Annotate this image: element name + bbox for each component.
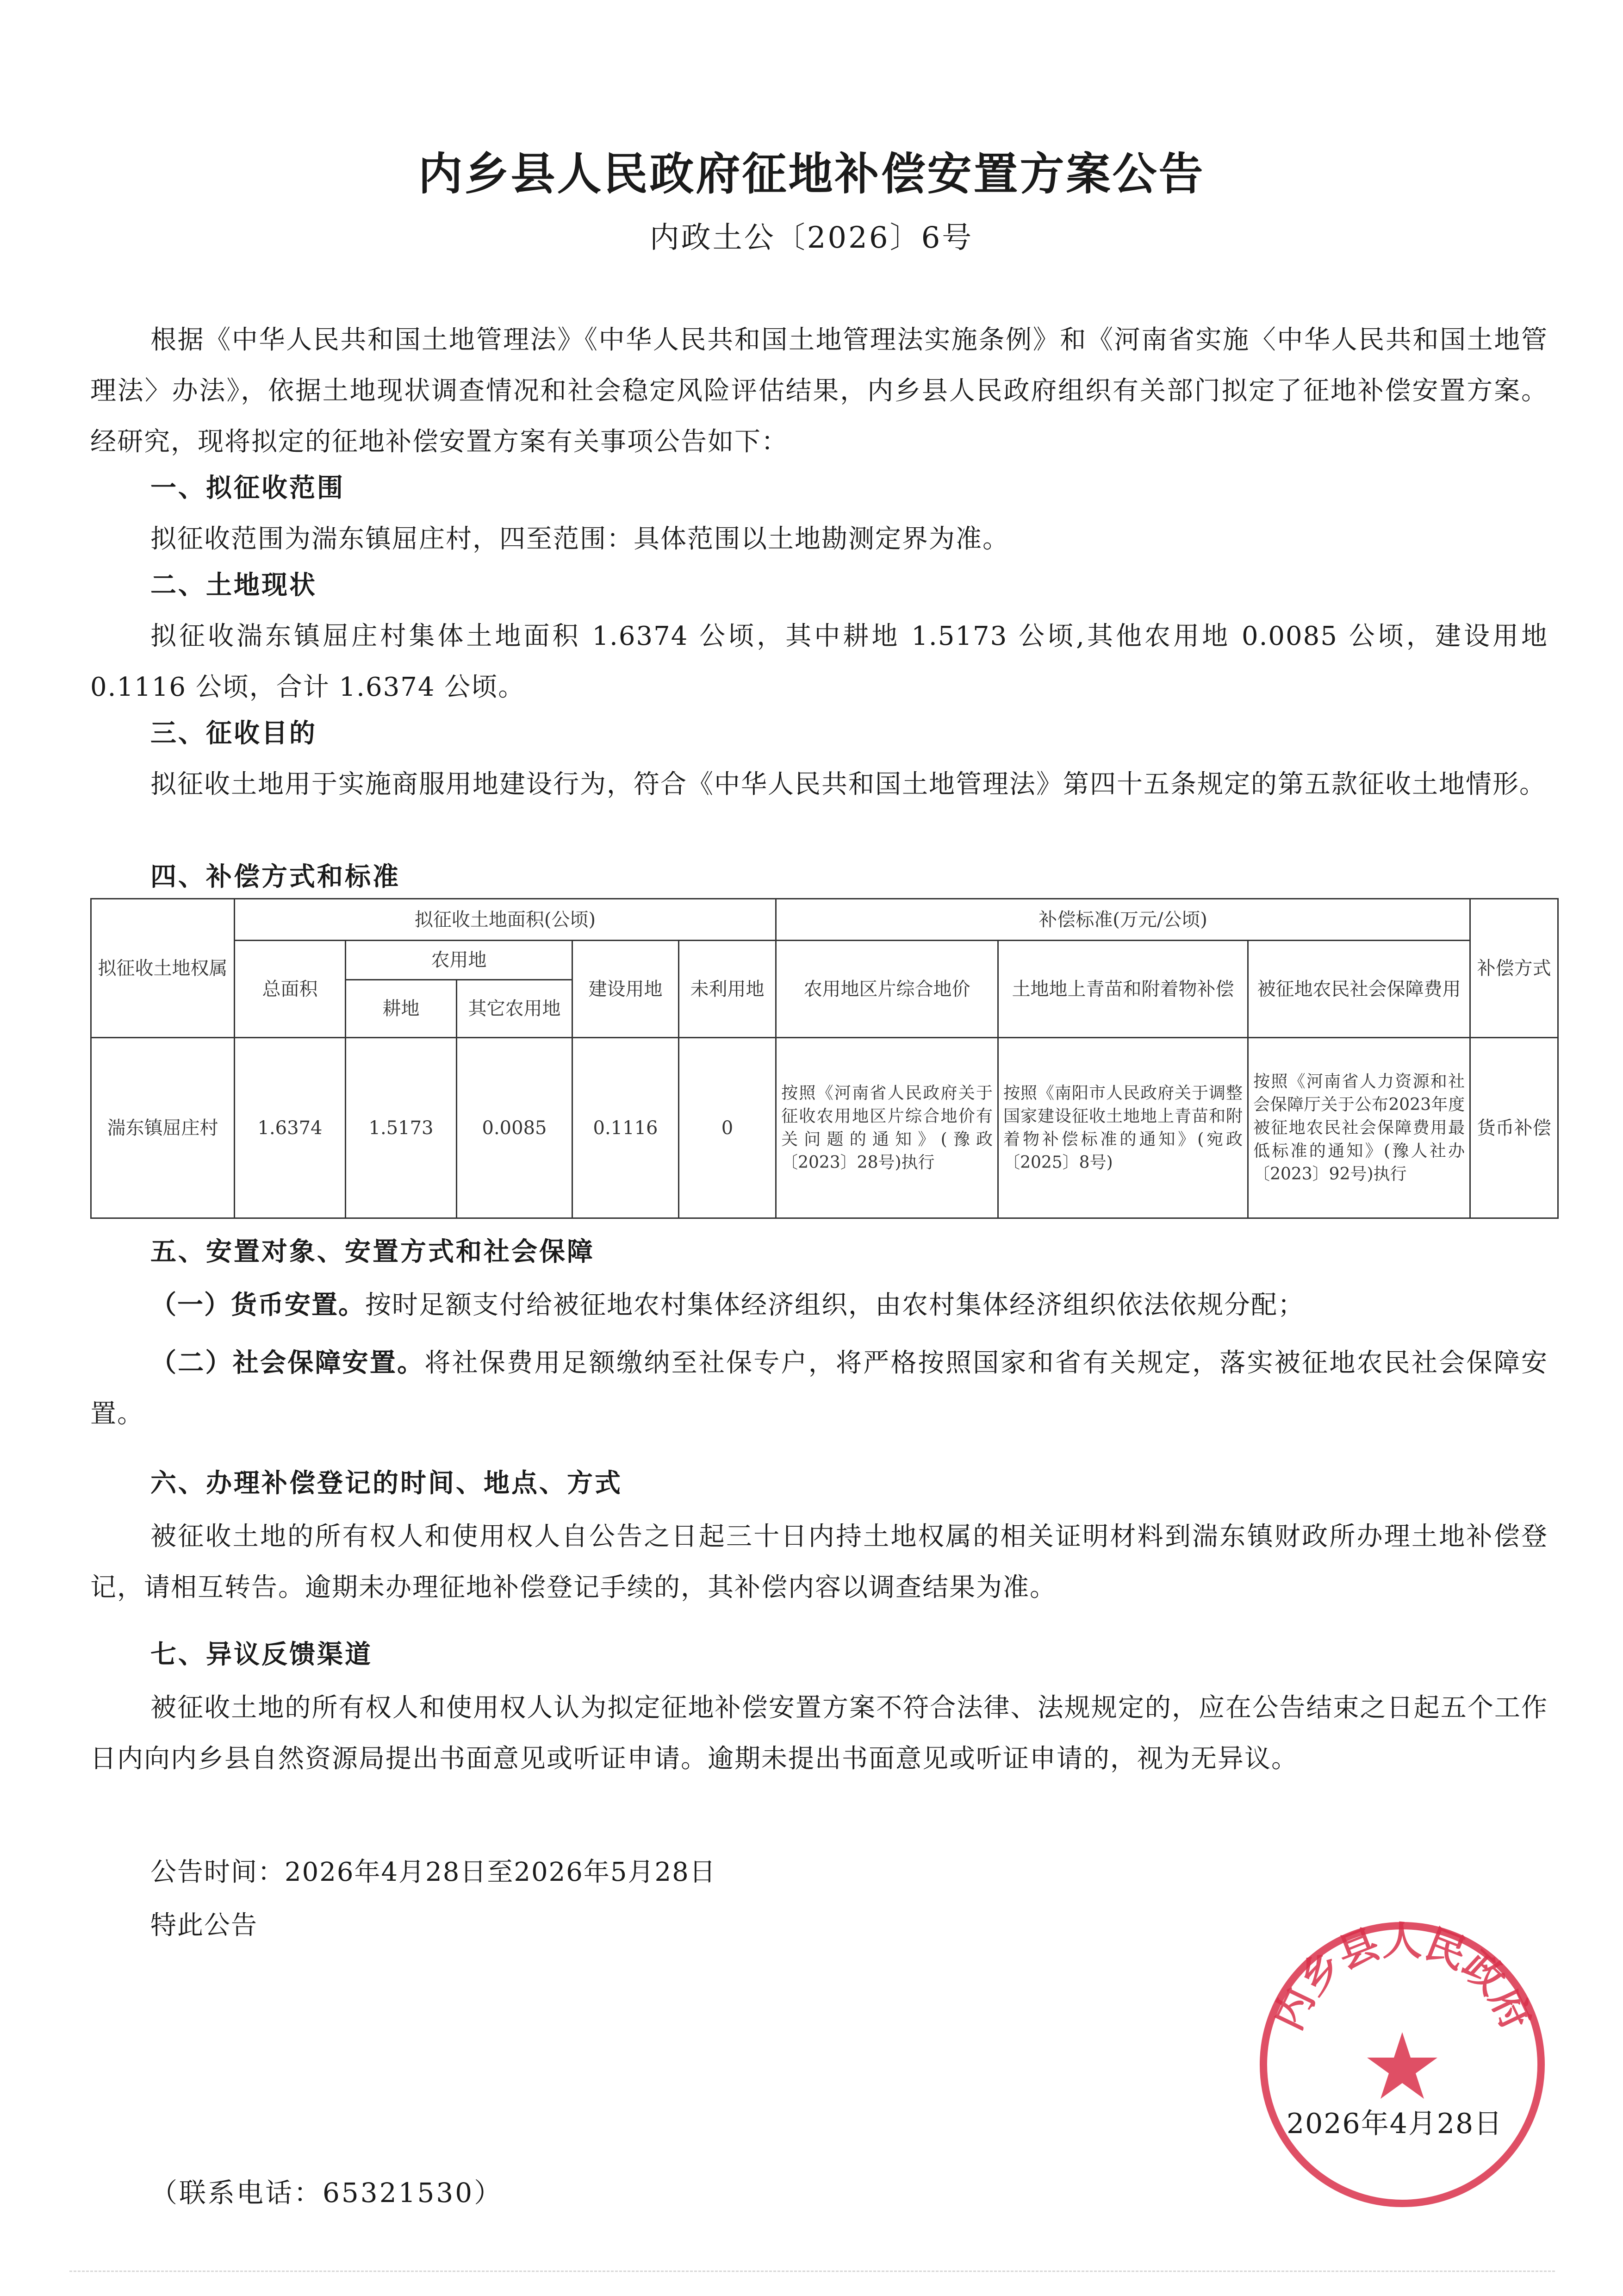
header-social: 被征地农民社会保障费用 <box>1248 941 1470 1038</box>
header-arable: 耕地 <box>346 980 457 1038</box>
section-3-heading: 三、征收目的 <box>150 718 317 749</box>
header-total: 总面积 <box>235 941 346 1038</box>
cell-land-price: 按照《河南省人民政府关于征收农用地区片综合地价有关问题的通知》(豫政〔2023〕28号)执行 <box>776 1038 998 1218</box>
header-ownership: 拟征收土地权属 <box>91 899 235 1038</box>
section-5-item-1 <box>90 1280 1548 1331</box>
cell-construction: 0.1116 <box>572 1038 679 1218</box>
compensation-table <box>90 898 1559 1219</box>
contact-phone: （联系电话：65321530） <box>150 2177 503 2209</box>
section-6-body: 被征收土地的所有权人和使用权人自公告之日起三十日内持土地权属的相关证明材料到湍东镇财政所办理土地补偿登记，请相互转告。逾期未办理征地补偿登记手续的，其补偿内容以调查结果为准。 <box>90 1522 1548 1603</box>
bottom-rule <box>69 2271 1555 2272</box>
section-6-heading: 六、办理补偿登记的时间、地点、方式 <box>150 1468 622 1498</box>
header-crops: 土地地上青苗和附着物补偿 <box>998 941 1248 1038</box>
seal-star <box>1367 2032 1437 2099</box>
header-agri-group: 农用地 <box>346 941 572 980</box>
section-4-heading: 四、补偿方式和标准 <box>150 862 400 892</box>
cell-other-agri: 0.0085 <box>457 1038 572 1218</box>
section-1-heading: 一、拟征收范围 <box>150 473 345 503</box>
closing-text: 特此公告 <box>150 1910 258 1940</box>
cell-unused: 0 <box>679 1038 776 1218</box>
header-method: 补偿方式 <box>1470 899 1558 1038</box>
cell-ownership: 湍东镇屈庄村 <box>91 1038 235 1218</box>
section-3-body: 拟征收土地用于实施商服用地建设行为，符合《中华人民共和国土地管理法》第四十五条规定的第五款征收土地情形。 <box>150 769 1546 799</box>
header-unused: 未利用地 <box>679 941 776 1038</box>
item-2-body: 将社保费用足额缴纳至社保专户，将严格按照国家和省有关规定，落实被征地农民社会保障安置。 <box>90 1348 1548 1429</box>
cell-method: 货币补偿 <box>1470 1038 1558 1218</box>
section-2-body: 拟征收湍东镇屈庄村集体土地面积 1.6374 公顷，其中耕地 1.5173 公顷,其他农用地 0.0085 公顷，建设用地 0.1116 公顷，合计 1.6374 公顷。 <box>90 621 1548 702</box>
cell-total: 1.6374 <box>235 1038 346 1218</box>
section-2-heading: 二、土地现状 <box>150 570 317 600</box>
section-7-body: 被征收土地的所有权人和使用权人认为拟定征地补偿安置方案不符合法律、法规规定的，应在公告结束之日起五个工作日内向内乡县自然资源局提出书面意见或听证申请。逾期未提出书面意见或听证申请的，视为无异议。 <box>90 1693 1548 1774</box>
item-1-body: 按时足额支付给被征地农村集体经济组织，由农村集体经济组织依法依规分配； <box>365 1290 1305 1320</box>
svg-text:内乡县人民政府 <box>1265 1918 1540 2037</box>
section-5-heading: 五、安置对象、安置方式和社会保障 <box>150 1237 595 1267</box>
notice-period: 公告时间：2026年4月28日至2026年5月28日 <box>150 1857 716 1887</box>
cell-crops: 按照《南阳市人民政府关于调整国家建设征收土地地上青苗和附着物补偿标准的通知》(宛政〔2025〕8号) <box>998 1038 1248 1218</box>
government-seal <box>1254 1916 1550 2213</box>
cell-arable: 1.5173 <box>346 1038 457 1218</box>
section-7-heading: 七、异议反馈渠道 <box>150 1640 373 1670</box>
item-1-lead: （一）货币安置。 <box>150 1290 365 1320</box>
header-area-group: 拟征收土地面积(公顷) <box>235 899 776 941</box>
intro-paragraph: 根据《中华人民共和国土地管理法》《中华人民共和国土地管理法实施条例》和《河南省实施〈中华人民共和国土地管理法〉办法》，依据土地现状调查情况和社会稳定风险评估结果，内乡县人民政府组织有关部门拟定了征地补偿安置方案。经研究，现将拟定的征地补偿安置方案有关事项公告如下： <box>90 325 1548 457</box>
section-5-item-2 <box>90 1338 1548 1440</box>
seal-text: 内乡县人民政府 <box>1264 1918 1540 2037</box>
header-land-price: 农用地区片综合地价 <box>776 941 998 1038</box>
signature-date: 2026年4月28日 <box>1287 2108 1503 2140</box>
cell-social: 按照《河南省人力资源和社会保障厅关于公布2023年度被征地农民社会保障费用最低标准的通知》(豫人社办〔2023〕92号)执行 <box>1248 1038 1470 1218</box>
header-construction: 建设用地 <box>572 941 679 1038</box>
page-title: 内乡县人民政府征地补偿安置方案公告 <box>418 148 1205 200</box>
item-2-lead: （二）社会保障安置。 <box>150 1348 425 1378</box>
header-standard-group: 补偿标准(万元/公顷) <box>776 899 1470 941</box>
header-other-agri: 其它农用地 <box>457 980 572 1038</box>
section-1-body: 拟征收范围为湍东镇屈庄村，四至范围：具体范围以土地勘测定界为准。 <box>150 524 1009 554</box>
document-number: 内政土公〔2026〕6号 <box>649 221 974 255</box>
